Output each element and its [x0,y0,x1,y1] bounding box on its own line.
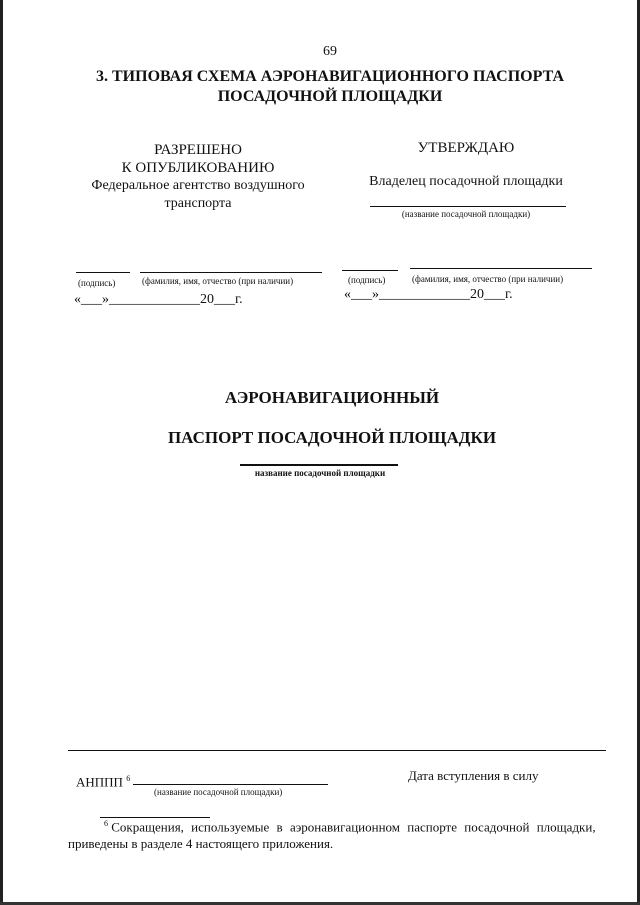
main-title-line1: АЭРОНАВИГАЦИОННЫЙ [224,388,440,407]
left-publish: К ОПУБЛИКОВАНИЮ [121,160,275,176]
scan-edge-left [0,0,3,905]
anppp-text: АНППП [76,774,123,790]
name-line-right [410,268,592,269]
right-approve: УТВЕРЖДАЮ [417,140,515,156]
site-name-line [370,206,566,207]
anppp-label [76,774,130,790]
signature-line-right [342,270,398,271]
effective-date-label: Дата вступления в силу [408,768,539,783]
footnote-line2: приведены в разделе 4 настоящего приложения. [68,836,334,851]
anppp-caption: (название посадочной площадки) [154,787,283,797]
left-approved: РАЗРЕШЕНО [154,142,242,158]
page-number: 69 [323,44,337,59]
right-signature-caption: (подпись) [348,275,386,285]
left-agency: Федеральное агентство воздушного [91,178,305,193]
left-date: «___»_____________20___г. [74,292,243,307]
right-date: «___»_____________20___г. [344,287,513,302]
main-title-line2: ПАСПОРТ ПОСАДОЧНОЙ ПЛОЩАДКИ [167,428,497,447]
main-site-line [240,464,398,466]
name-line-left [140,272,322,273]
footer-divider [68,750,606,751]
right-owner: Владелец посадочной площадки [369,174,563,189]
section-title-line2: ПОСАДОЧНОЙ ПЛОЩАДКИ [217,88,443,105]
footnote-marker: 6 [104,819,108,828]
anppp-footnote-ref: 6 [126,774,131,783]
right-site-caption: (название посадочной площадки) [401,209,531,219]
footnote-separator [100,817,210,818]
signature-line-left [76,272,130,273]
footnote-text-1: Сокращения, используемые в аэронавигационном паспорте посадочной площадки, [111,819,596,835]
left-name-caption: (фамилия, имя, отчество (при наличии) [142,276,294,286]
anppp-line [133,784,328,785]
left-signature-caption: (подпись) [78,278,116,288]
right-name-caption: (фамилия, имя, отчество (при наличии) [412,274,564,284]
footnote-line1 [104,819,596,835]
left-agency-2: транспорта [164,196,232,211]
section-title-line1: 3. ТИПОВАЯ СХЕМА АЭРОНАВИГАЦИОННОГО ПАСПОРТА [96,68,564,85]
main-site-caption: название посадочной площадки [254,468,386,478]
